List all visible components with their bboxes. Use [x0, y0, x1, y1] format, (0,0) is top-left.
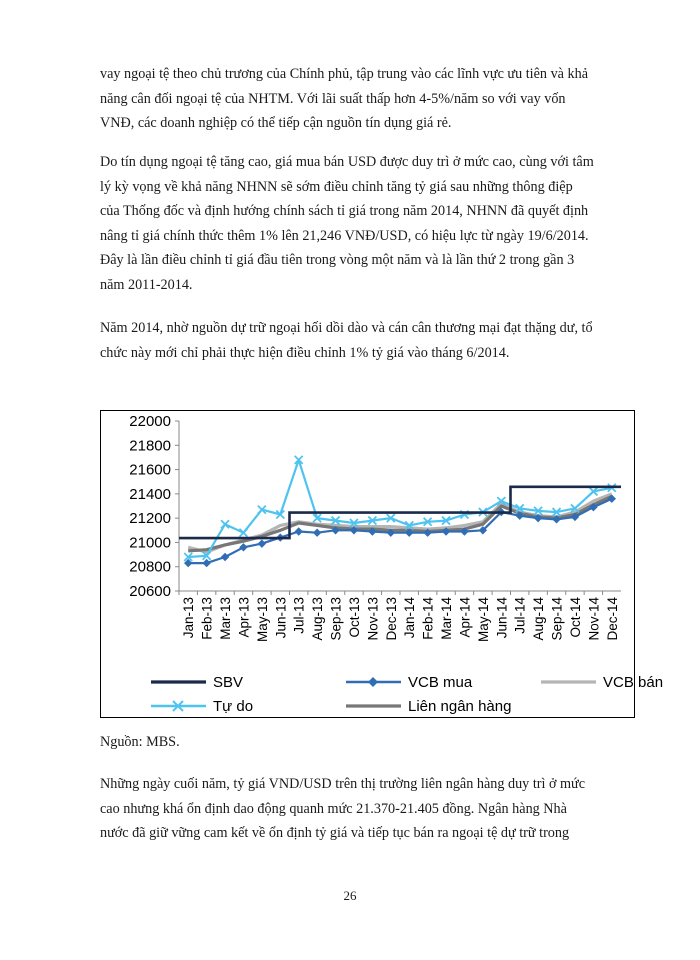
y-tick-label: 22000	[129, 413, 171, 430]
paragraph-1	[100, 62, 630, 136]
x-tick-label: Mar-13	[218, 597, 234, 640]
series-point-vcb-mua	[221, 553, 229, 561]
x-tick-label: Dec-13	[383, 597, 399, 641]
source-note: Nguồn: MBS.	[100, 734, 180, 750]
exchange-rate-chart	[100, 410, 664, 718]
series-point-vcb-mua	[295, 527, 303, 535]
paragraph-3	[100, 316, 630, 365]
paragraph-2	[100, 150, 630, 297]
x-tick-label: Apr-13	[236, 597, 252, 638]
text-line: vay ngoại tệ theo chủ trương của Chính phủ, tập trung vào các lĩnh vực ưu tiên và khả	[100, 66, 588, 82]
text-line: nâng tỉ giá chính thức thêm 1% lên 21,246 VNĐ/USD, có hiệu lực từ ngày 19/6/2014.	[100, 227, 589, 244]
x-tick-label: May-14	[475, 597, 491, 643]
legend-marker-vcb-mua	[368, 677, 378, 687]
chart-svg	[101, 411, 664, 717]
x-tick-label: Feb-13	[199, 597, 215, 640]
page-number: 26	[343, 888, 357, 903]
x-tick-label: Oct-14	[567, 597, 583, 638]
legend-label-vcb-mua: VCB mua	[408, 674, 473, 691]
series-point-vcb-mua	[258, 539, 266, 547]
y-tick-label: 21600	[129, 461, 171, 479]
x-tick-label: Oct-13	[346, 597, 362, 638]
x-tick-label: Aug-14	[531, 597, 547, 641]
y-tick-label: 21400	[129, 485, 171, 503]
x-tick-label: Jan-13	[181, 597, 197, 639]
series-point-vcb-mua	[313, 529, 321, 537]
legend-label-li-n-ng-n-h-ng: Liên ngân hàng	[408, 698, 512, 715]
legend-label-vcb-b-n: VCB bán	[603, 674, 664, 691]
x-tick-label: Jan-14	[402, 597, 418, 639]
text-line: cao nhưng khá ổn định dao động quanh mức 21.370-21.405 đồng. Ngân hàng Nhà	[100, 800, 567, 817]
text-line: năng cân đối ngoại tệ của NHTM. Với lãi suất thấp hơn 4-5%/năm so với vay vốn	[100, 90, 566, 107]
text-line: nước đã giữ vững cam kết về ổn định tỷ giá và tiếp tục bán ra ngoại tệ dự trữ trong	[100, 825, 570, 841]
text-line: Những ngày cuối năm, tỷ giá VND/USD trên thị trường liên ngân hàng duy trì ở mức	[100, 776, 586, 792]
x-tick-label: Jun-13	[273, 597, 289, 639]
x-tick-label: Sep-13	[328, 597, 344, 641]
x-tick-label: Jul-13	[291, 597, 307, 634]
x-tick-label: Feb-14	[420, 597, 436, 640]
text-line: chức này mới chỉ phải thực hiện điều chỉnh 1% tỷ giá vào tháng 6/2014.	[100, 344, 510, 361]
y-tick-label: 20800	[129, 558, 171, 576]
text-line: của Thống đốc và định hướng chính sách tỉ giá trong năm 2014, NHNN đã quyết định	[100, 203, 589, 219]
x-tick-label: Jul-14	[512, 597, 528, 634]
paragraph-4	[100, 772, 630, 846]
x-tick-label: Apr-14	[457, 597, 473, 638]
series-point-vcb-mua	[239, 543, 247, 551]
y-tick-label: 21800	[129, 437, 171, 455]
x-tick-label: Jun-14	[494, 597, 510, 639]
series-line-t-do	[188, 460, 612, 557]
x-tick-label: Dec-14	[604, 597, 620, 641]
x-tick-label: Nov-13	[365, 597, 381, 641]
text-line: Năm 2014, nhờ nguồn dự trữ ngoại hối dồi dào và cán cân thương mại đạt thặng dư, tổ	[100, 320, 593, 336]
series-point-tu-do	[239, 529, 247, 537]
text-line: năm 2011-2014.	[100, 276, 193, 293]
x-tick-label: Sep-14	[549, 597, 565, 641]
x-tick-label: Nov-14	[586, 597, 602, 641]
legend-label-t-do: Tự do	[213, 698, 254, 715]
x-tick-label: Mar-14	[439, 597, 455, 640]
series-point-tu-do	[221, 520, 229, 528]
y-tick-label: 20600	[129, 583, 171, 600]
text-line: Do tín dụng ngoại tệ tăng cao, giá mua bán USD được duy trì ở mức cao, cùng với tâm	[100, 154, 594, 170]
x-tick-label: May-13	[254, 597, 270, 643]
series-point-vcb-mua	[202, 559, 210, 567]
legend-label-sbv: SBV	[213, 674, 244, 691]
text-line: VNĐ, các doanh nghiệp có thể tiếp cận nguồn tín dụng giá rẻ.	[100, 115, 452, 131]
x-tick-label: Aug-13	[310, 597, 326, 641]
y-tick-label: 21200	[129, 510, 171, 528]
text-line: lý kỳ vọng về khả năng NHNN sẽ sớm điều chỉnh tăng tỷ giá sau những thông điệp	[100, 178, 573, 195]
text-line: Đây là lần điều chỉnh tỉ giá đầu tiên trong vòng một năm và là lần thứ 2 trong gần 3	[100, 252, 575, 268]
y-tick-label: 21000	[129, 534, 171, 552]
